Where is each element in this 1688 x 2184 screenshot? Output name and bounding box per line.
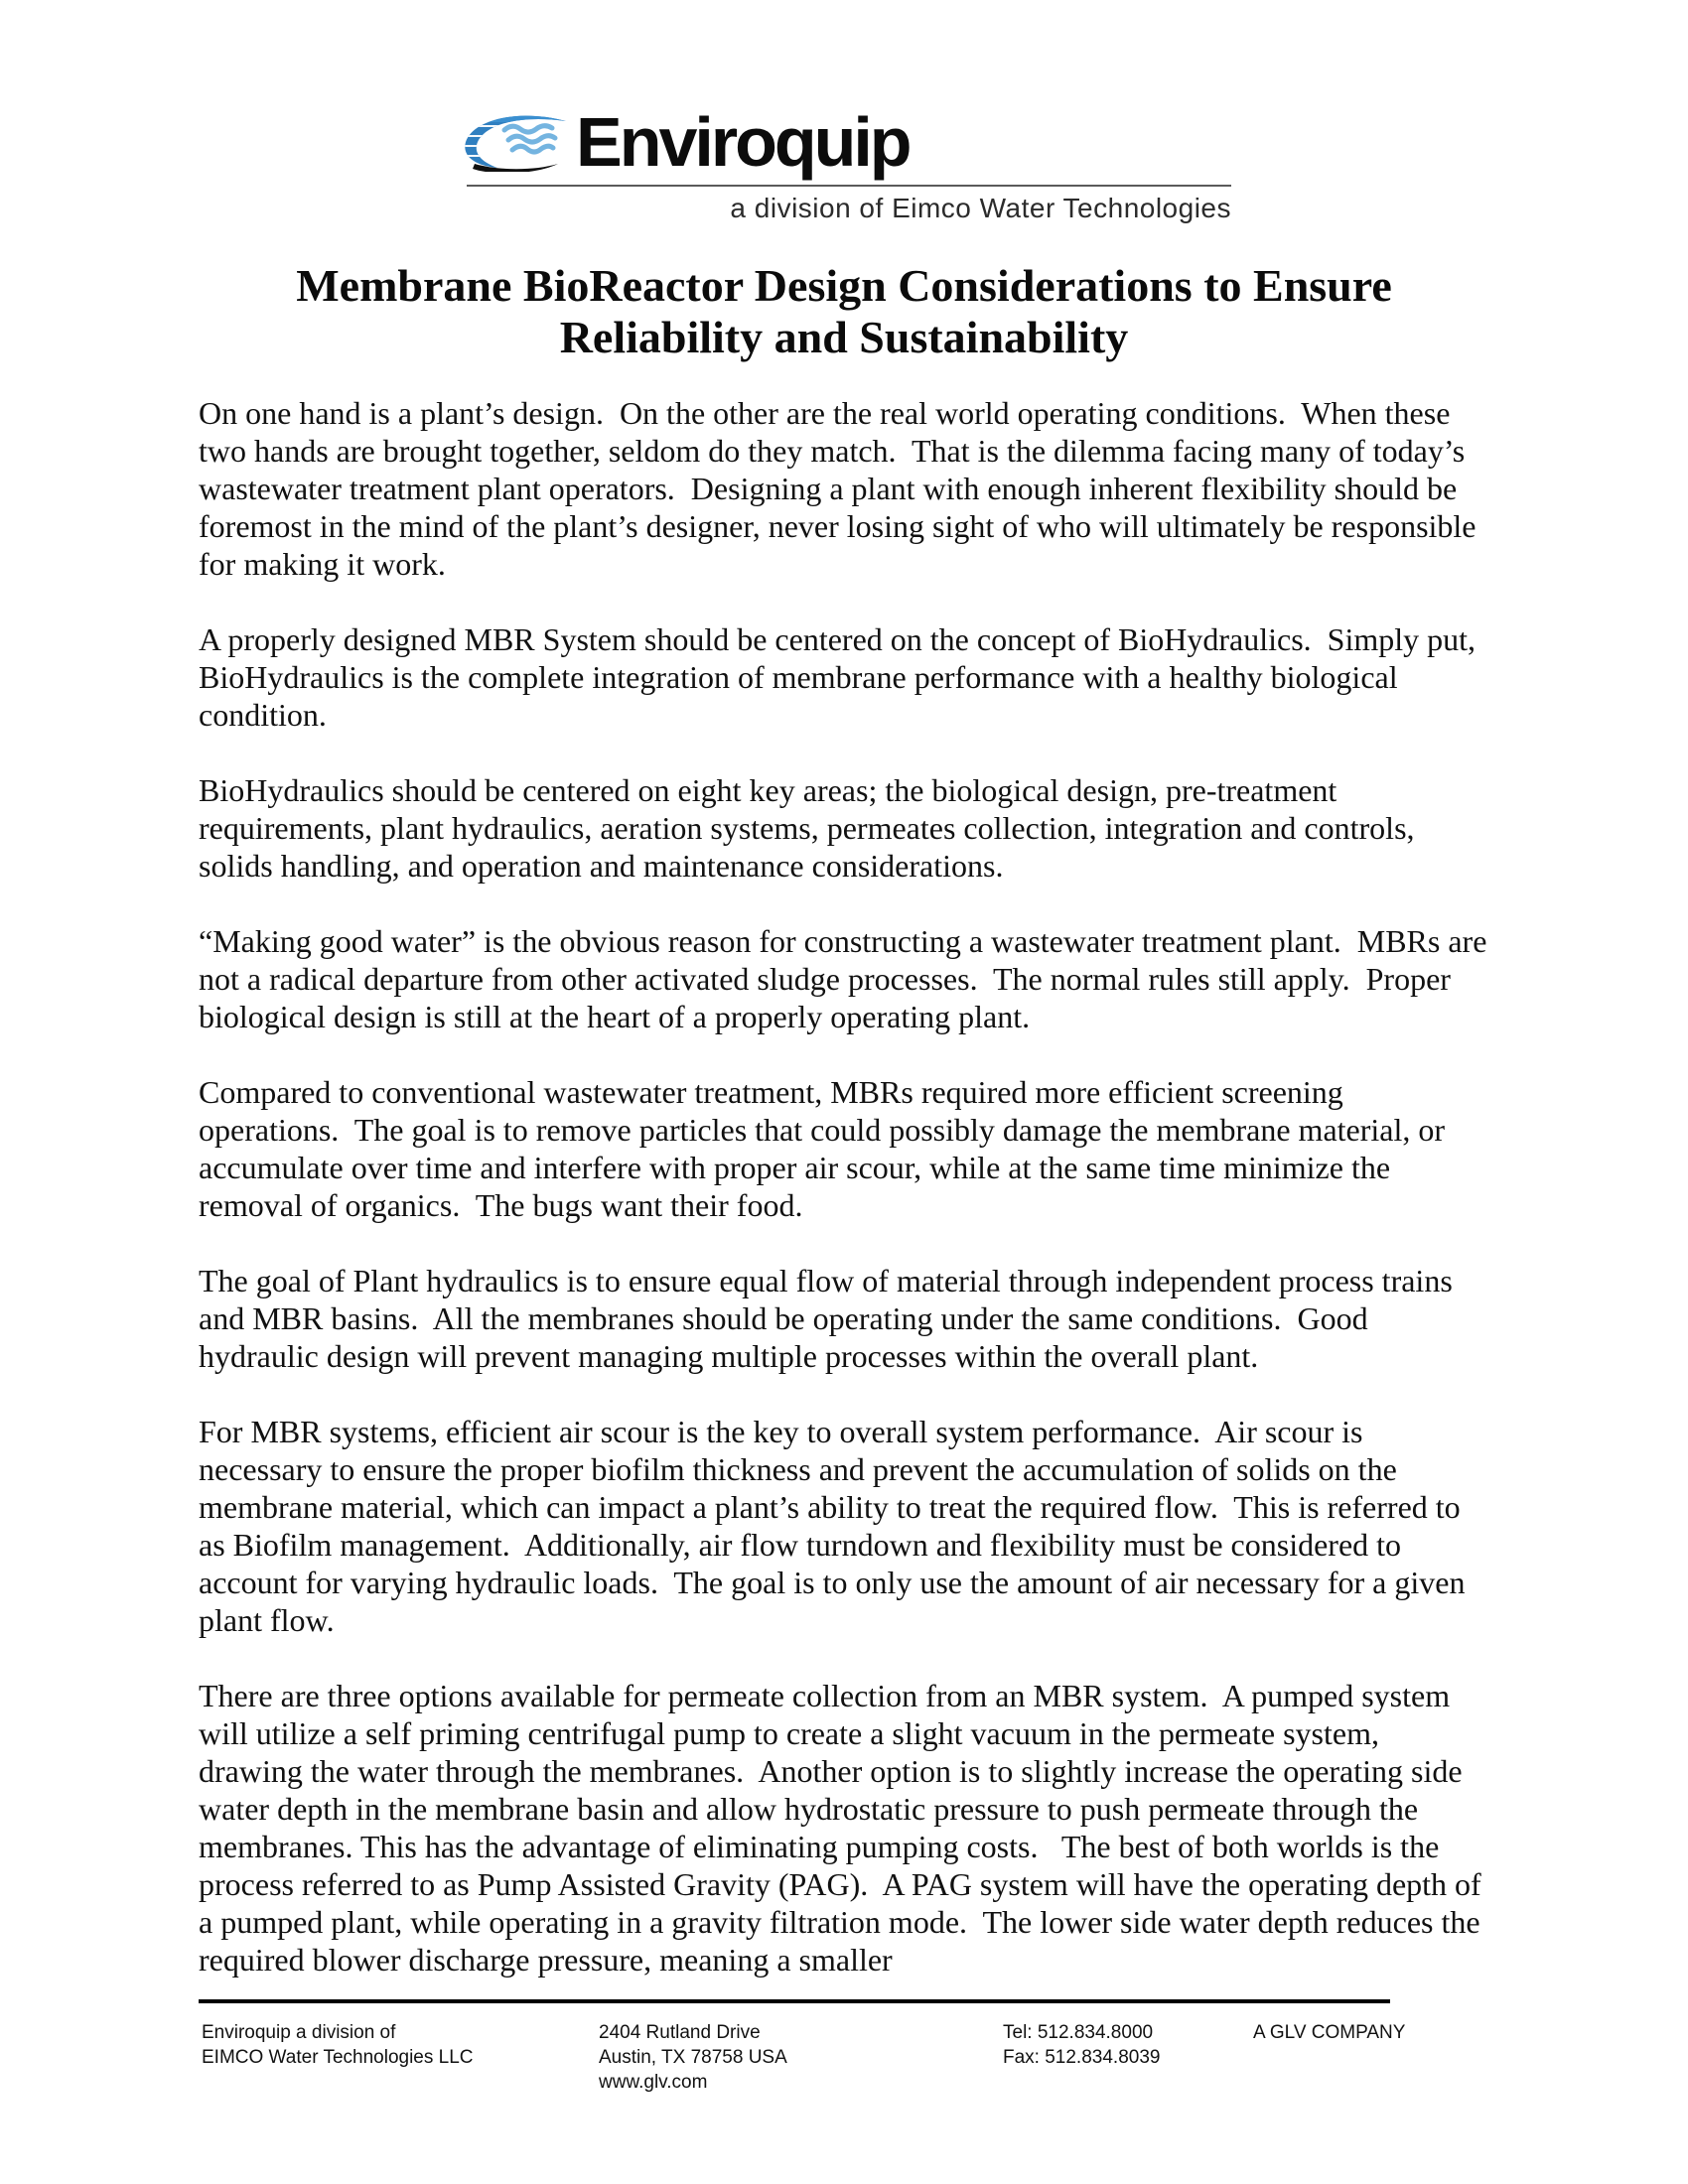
document-title bbox=[0, 260, 1688, 363]
enviroquip-swoosh-icon bbox=[463, 112, 568, 172]
footer-contact bbox=[1003, 2020, 1160, 2070]
footer-company bbox=[202, 2020, 474, 2070]
footer-address bbox=[599, 2020, 787, 2095]
body-paragraph: For MBR systems, efficient air scour is the key to overall system performance. Air scour is necessary to ensure the proper biofilm thickness and prevent the accumulation of solids on the membrane material, which can impact a plant’s ability to treat the required flow. This is referred to as Biofilm management. Additionally, air flow turndown and flexibility must be considered to account for varying hydraulic loads. The goal is to only use the amount of air necessary for a given plant flow. bbox=[199, 1414, 1474, 1638]
brand-wordmark: Enviroquip bbox=[576, 103, 910, 181]
footer-divider bbox=[199, 1999, 1390, 2003]
footer-company-line2: EIMCO Water Technologies LLC bbox=[202, 2047, 474, 2068]
footer-address-line1: 2404 Rutland Drive bbox=[599, 2022, 761, 2043]
footer-company-line1: Enviroquip a division of bbox=[202, 2022, 396, 2043]
footer-website: www.glv.com bbox=[599, 2072, 708, 2093]
document-body bbox=[199, 394, 1495, 2016]
body-paragraph: Compared to conventional wastewater treatment, MBRs required more efficient screening operations. The goal is to remove particles that could possibly damage the membrane material, or accumulate over time and interfere with proper air scour, while at the same time minimize the removal of organics. The bugs want their food. bbox=[199, 1074, 1454, 1223]
body-paragraph: On one hand is a plant’s design. On the other are the real world operating conditions. When these two hands are brought together, seldom do they match. That is the dilemma facing many of today’s wastewater treatment plant operators. Designing a plant with enough inherent flexibility should be foremost in the mind of the plant’s designer, never losing sight of who will ultimately be responsible for making it work. bbox=[199, 395, 1484, 582]
logo-row bbox=[457, 103, 1231, 181]
body-paragraph: The goal of Plant hydraulics is to ensure equal flow of material through independent process trains and MBR basins. All the membranes should be operating under the same conditions. Good hydraulic design will prevent managing multiple processes within the overall plant. bbox=[199, 1263, 1461, 1374]
footer-tel: Tel: 512.834.8000 bbox=[1003, 2022, 1154, 2043]
footer bbox=[199, 1999, 1406, 2110]
document-title-line2: Reliability and Sustainability bbox=[559, 312, 1129, 362]
body-paragraph: “Making good water” is the obvious reason for constructing a wastewater treatment plant. MBRs are not a radical departure from other activated sludge processes. The normal rules still apply. Proper biological design is still at the heart of a properly operating plant. bbox=[199, 923, 1495, 1034]
body-paragraph: A properly designed MBR System should be centered on the concept of BioHydraulics. Simply put, BioHydraulics is the complete integration of membrane performance with a healthy biological condition. bbox=[199, 621, 1484, 733]
division-subtitle: a division of Eimco Water Technologies bbox=[730, 193, 1231, 223]
body-paragraph: There are three options available for permeate collection from an MBR system. A pumped system will utilize a self priming centrifugal pump to create a slight vacuum in the permeate system, drawing the water through the membranes. Another option is to slightly increase the operating side water depth in the membrane basin and allow hydrostatic pressure to push permeate through the membranes. This has the advantage of eliminating pumping costs. The best of both worlds is the process referred to as Pump Assisted Gravity (PAG). A PAG system will have the operating depth of a pumped plant, while operating in a gravity filtration mode. The lower side water depth reduces the required blower discharge pressure, meaning a smaller bbox=[199, 1678, 1489, 1978]
footer-address-line2: Austin, TX 78758 USA bbox=[599, 2047, 787, 2068]
footer-fax: Fax: 512.834.8039 bbox=[1003, 2047, 1161, 2068]
enviroquip-logo bbox=[457, 103, 1231, 223]
footer-tagline: A GLV COMPANY bbox=[1253, 2022, 1406, 2043]
document-title-line1: Membrane BioReactor Design Considerations to Ensure bbox=[296, 260, 1392, 311]
body-paragraph: BioHydraulics should be centered on eight key areas; the biological design, pre-treatment requirements, plant hydraulics, aeration systems, permeates collection, integration and controls, solids handling, and operation and maintenance considerations. bbox=[199, 772, 1423, 884]
logo-divider bbox=[467, 185, 1231, 187]
footer-columns bbox=[199, 2020, 1406, 2110]
